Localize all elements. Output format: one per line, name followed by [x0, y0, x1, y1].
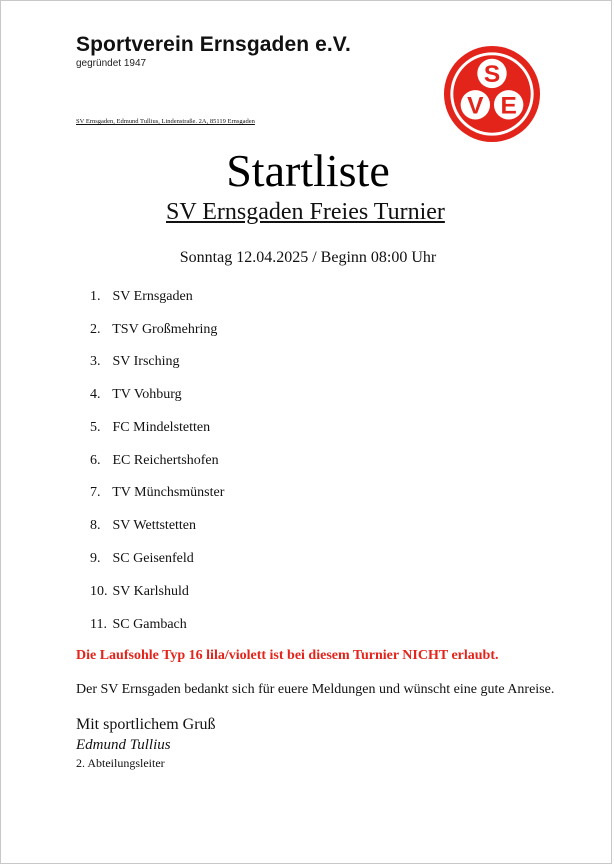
- team-number: 4.: [90, 387, 101, 402]
- team-list-item: [90, 584, 189, 600]
- team-list-item: [90, 322, 217, 338]
- logo-letter-v: V: [467, 92, 484, 120]
- thanks-text: Der SV Ernsgaden bedankt sich für euere Meldungen und wünscht eine gute Anreise.: [76, 682, 555, 697]
- team-list-item: [90, 617, 187, 633]
- team-number: 7.: [90, 485, 101, 500]
- team-number: 5.: [90, 420, 101, 435]
- team-number: 9.: [90, 551, 101, 566]
- team-name: SV Wettstetten: [112, 518, 197, 533]
- sender-address-line: SV Ernsgaden, Edmund Tullius, Lindenstraße. 2A, 85119 Ernsgaden: [76, 118, 255, 125]
- team-list-item: [90, 485, 224, 501]
- team-name: TV Vohburg: [112, 387, 182, 402]
- team-number: 1.: [90, 289, 101, 304]
- team-name: SC Geisenfeld: [112, 551, 194, 566]
- closing-greeting: Mit sportlichem Gruß: [76, 716, 216, 733]
- founded-year: gegründet 1947: [76, 58, 147, 69]
- team-name: SV Ernsgaden: [112, 289, 193, 304]
- document-title: Startliste: [226, 145, 390, 196]
- notice-warning: Die Laufsohle Typ 16 lila/violett ist bei diesem Turnier NICHT erlaubt.: [76, 648, 499, 663]
- team-list-item: [90, 453, 219, 469]
- team-number: 2.: [90, 322, 101, 337]
- team-list-item: [90, 289, 193, 305]
- team-list-item: [90, 387, 182, 403]
- club-logo: [443, 45, 541, 143]
- team-number: 8.: [90, 518, 101, 533]
- date-line: Sonntag 12.04.2025 / Beginn 08:00 Uhr: [179, 249, 437, 266]
- team-number: 11.: [90, 617, 107, 632]
- team-list-item: [90, 551, 194, 567]
- tournament-name: SV Ernsgaden Freies Turnier: [166, 199, 445, 225]
- team-number: 3.: [90, 354, 101, 369]
- team-list-item: [90, 518, 196, 534]
- logo-letter-s: S: [483, 61, 501, 89]
- team-name: FC Mindelstetten: [112, 420, 211, 435]
- team-name: EC Reichertshofen: [112, 453, 219, 468]
- team-name: SC Gambach: [112, 617, 187, 632]
- team-list-item: [90, 420, 210, 436]
- signature: Edmund Tullius: [76, 737, 171, 753]
- club-name: Sportverein Ernsgaden e.V.: [76, 33, 351, 56]
- team-number: 6.: [90, 453, 101, 468]
- team-name: TSV Großmehring: [112, 322, 218, 337]
- team-name: SV Irsching: [112, 354, 180, 369]
- team-list-item: [90, 354, 180, 370]
- team-number: 10.: [90, 584, 108, 599]
- logo-letter-e: E: [500, 92, 517, 120]
- team-name: SV Karlshuld: [112, 584, 189, 599]
- team-name: TV Münchsmünster: [112, 485, 225, 500]
- signer-role: 2. Abteilungsleiter: [76, 756, 165, 770]
